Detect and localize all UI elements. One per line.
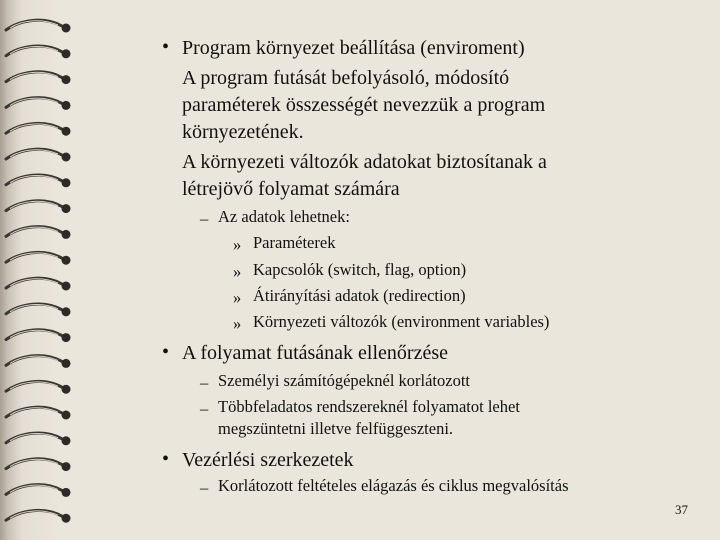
- bullet-marker: •: [162, 448, 170, 470]
- bullet-1-line-3: paraméterek összességét nevezzük a program: [182, 94, 546, 116]
- bullet-marker: •: [162, 341, 170, 363]
- subsub-3: Átirányítási adatok (redirection): [253, 286, 466, 305]
- sub-2-1: Személyi számítógépeknél korlátozott: [218, 371, 471, 390]
- raquo-marker: »: [233, 314, 242, 333]
- bullet-1-line-5: A környezeti változók adatokat biztosítanak a: [182, 151, 547, 173]
- raquo-marker: »: [233, 235, 242, 254]
- bullet-1-line-6: létrejövő folyamat számára: [182, 178, 400, 200]
- bullet-marker: •: [162, 36, 170, 58]
- sub-1-1: Az adatok lehetnek:: [218, 207, 350, 226]
- dash-marker: –: [200, 399, 209, 418]
- sub-2-2-cont: megszüntetni illetve felfüggeszteni.: [218, 419, 454, 438]
- bullet-1-line-2: A program futását befolyásoló, módosító: [182, 67, 510, 89]
- bullet-1-line-4: környezetének.: [182, 121, 304, 143]
- dash-marker: –: [200, 373, 209, 392]
- raquo-marker: »: [233, 262, 242, 281]
- bullet-2-line-1: A folyamat futásának ellenőrzése: [182, 342, 448, 364]
- bullet-1-line-1: Program környezet beállítása (enviroment): [182, 37, 525, 59]
- subsub-2: Kapcsolók (switch, flag, option): [253, 260, 467, 279]
- dash-marker: –: [200, 209, 209, 228]
- subsub-1: Paraméterek: [253, 233, 336, 252]
- sub-2-2: Többfeladatos rendszereknél folyamatot lehet: [218, 397, 520, 416]
- dash-marker: –: [200, 478, 209, 497]
- raquo-marker: »: [233, 288, 242, 307]
- sub-3-1: Korlátozott feltételes elágazás és ciklus megvalósítás: [218, 476, 569, 495]
- bullet-3-line-1: Vezérlési szerkezetek: [182, 449, 354, 471]
- subsub-4: Környezeti változók (environment variables): [253, 312, 550, 331]
- page-number: 37: [675, 502, 688, 517]
